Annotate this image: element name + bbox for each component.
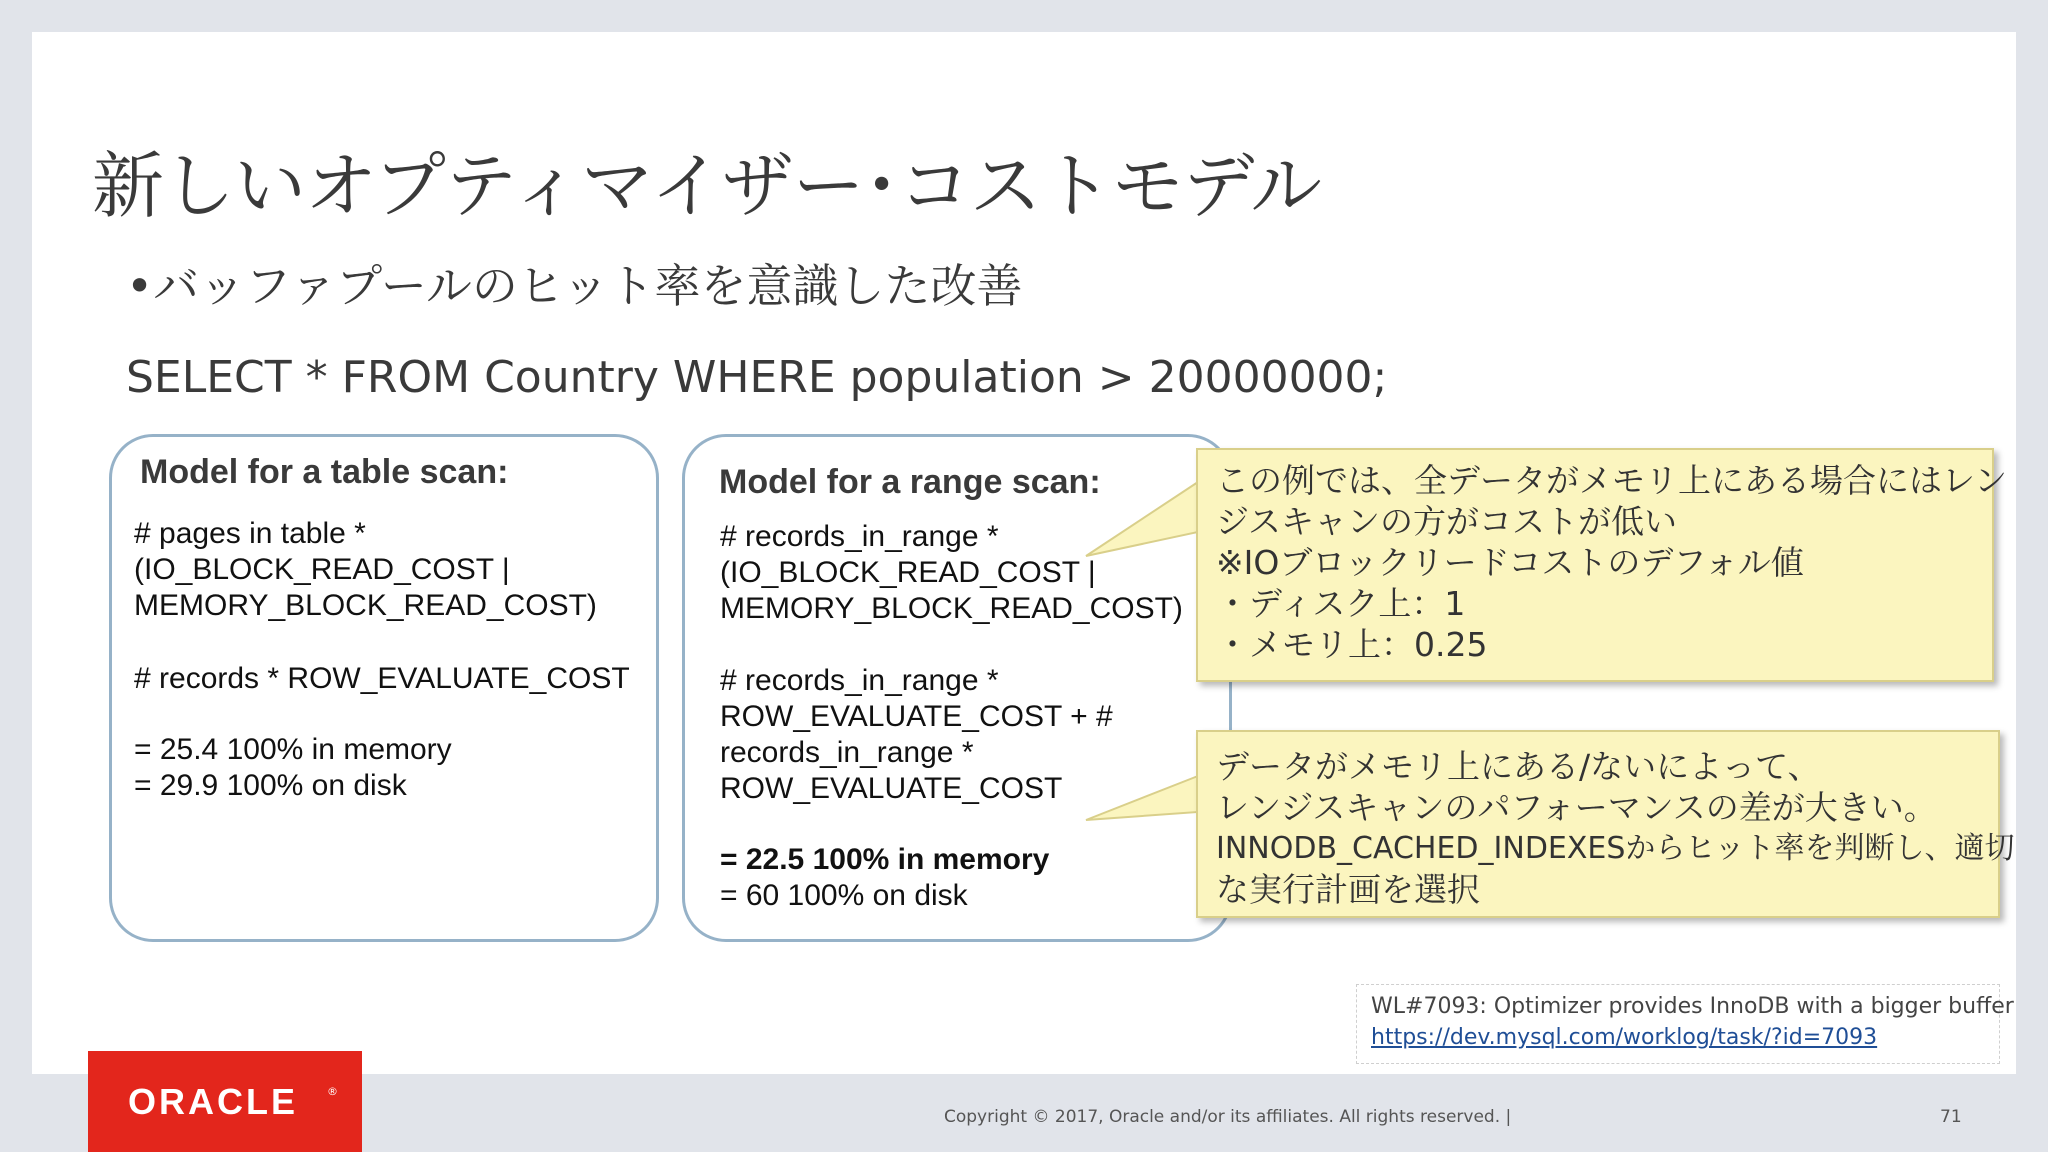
table-scan-formula-row: # records * ROW_EVALUATE_COST: [134, 662, 630, 695]
callout-1-line-2: ジスキャンの方がコストが低い: [1216, 502, 1678, 541]
page-number: 71: [1940, 1107, 1962, 1127]
table-scan-heading: Model for a table scan:: [140, 453, 509, 491]
callout-2-line-4: な実行計画を選択: [1216, 870, 1480, 909]
callout-range-performance: [1196, 730, 2015, 918]
callout-1-line-3: ※IOブロックリードコストのデフォル値: [1216, 543, 1804, 582]
callout-2-pointer: [1086, 776, 1198, 820]
callout-2-line-3: INNODB_CACHED_INDEXESからヒット率を判断し、適切: [1216, 831, 2015, 866]
callout-memory-cost: [1196, 448, 2008, 682]
range-scan-formula-io: # records_in_range * (IO_BLOCK_READ_COST | MEMORY_BLOCK_READ_COST): [720, 520, 1183, 625]
range-scan-result-disk: = 60 100% on disk: [720, 879, 968, 912]
oracle-logo: [88, 1051, 362, 1152]
callout-1-line-4: ・ディスク上：1: [1216, 584, 1466, 623]
range-scan-result-memory: = 22.5 100% in memory: [720, 843, 1050, 876]
callout-1-line-5: ・メモリ上：0.25: [1216, 625, 1488, 664]
callout-2-line-1: データがメモリ上にある/ないによって、: [1216, 747, 1821, 786]
callout-1-pointer: [1086, 482, 1198, 556]
table-scan-result-disk: = 29.9 100% on disk: [134, 769, 407, 802]
oracle-logo-text: ORACLE: [128, 1081, 298, 1122]
slide-bullet: •バッファプールのヒット率を意識した改善: [126, 259, 1023, 313]
callout-2-line-2: レンジスキャンのパフォーマンスの差が大きい。: [1216, 788, 1937, 827]
table-scan-formula-io: # pages in table * (IO_BLOCK_READ_COST | MEMORY_BLOCK_READ_COST): [134, 517, 597, 622]
table-scan-result-memory: = 25.4 100% in memory: [134, 733, 452, 766]
sql-query: SELECT * FROM Country WHERE population > 20000000;: [126, 352, 1388, 403]
range-scan-heading: Model for a range scan:: [719, 463, 1101, 501]
copyright-notice: Copyright © 2017, Oracle and/or its affiliates. All rights reserved. |: [944, 1107, 1512, 1127]
registered-mark-icon: ®: [327, 1085, 338, 1098]
slide-title: 新しいオプティマイザー･コストモデル: [92, 144, 1322, 228]
reference-text: WL#7093: Optimizer provides InnoDB with a bigger buffer: [1371, 994, 2014, 1019]
reference-link[interactable]: https://dev.mysql.com/worklog/task/?id=7093: [1371, 1025, 1878, 1050]
callout-1-line-1: この例では、全データがメモリ上にある場合にはレン: [1216, 461, 2008, 500]
reference-box: [1356, 984, 2014, 1064]
range-scan-formula-row: # records_in_range * ROW_EVALUATE_COST + # records_in_range * ROW_EVALUATE_COST: [720, 664, 1113, 805]
